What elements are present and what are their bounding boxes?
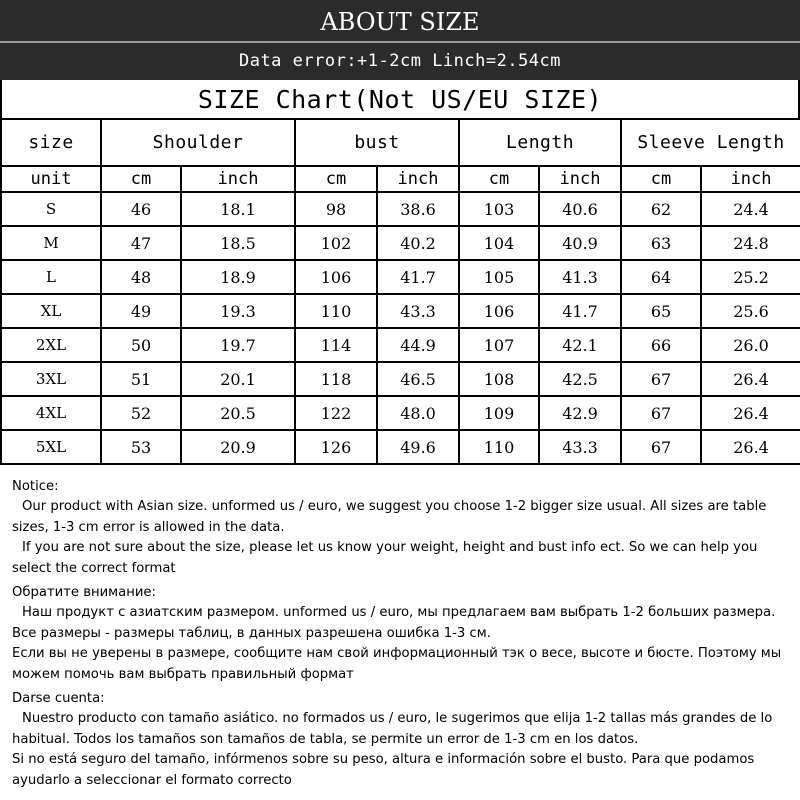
measurement-cell: 25.6 (701, 294, 800, 328)
table-row (1, 362, 800, 396)
unit-cell: inch (539, 166, 621, 192)
table-row (1, 260, 800, 294)
measurement-cell: 109 (459, 396, 539, 430)
table-row (1, 328, 800, 362)
table-row (1, 226, 800, 260)
banner-subtitle: Data error:+1-2cm Linch=2.54cm (238, 51, 562, 71)
header-shoulder: Shoulder (101, 119, 295, 166)
notes-section (0, 465, 800, 791)
measurement-cell: 42.1 (539, 328, 621, 362)
notice-heading-en: Notice: (12, 479, 59, 494)
table-row (1, 192, 800, 226)
table-row (1, 430, 800, 464)
unit-cell: inch (181, 166, 295, 192)
size-chart-title: SIZE Chart(Not US/EU SIZE) (0, 80, 800, 118)
measurement-cell: 26.4 (701, 430, 800, 464)
measurement-cell: 20.5 (181, 396, 295, 430)
size-label-cell: 3XL (1, 362, 101, 396)
header-size: size (1, 119, 101, 166)
measurement-cell: 42.5 (539, 362, 621, 396)
measurement-cell: 108 (459, 362, 539, 396)
measurement-cell: 46 (101, 192, 181, 226)
measurement-cell: 42.9 (539, 396, 621, 430)
size-chart-table (0, 118, 800, 465)
notice-english (12, 477, 788, 579)
measurement-cell: 41.7 (539, 294, 621, 328)
measurement-cell: 25.2 (701, 260, 800, 294)
measurement-cell: 43.3 (539, 430, 621, 464)
measurement-cell: 103 (459, 192, 539, 226)
measurement-cell: 18.1 (181, 192, 295, 226)
measurement-cell: 40.2 (377, 226, 459, 260)
notice-text: Если вы не уверены в размере, сообщите нам свой информационный тэк о весе, высоте и бюсте. Поэтому мы можем помочь вам выбрать правильный формат (12, 646, 782, 682)
notice-text: Наш продукт с азиатским размером. unformed us / euro, мы предлагаем вам выбрать 1-2 больших размера. (22, 605, 776, 621)
measurement-cell: 102 (295, 226, 377, 260)
notice-russian (12, 583, 788, 685)
measurement-cell: 107 (459, 328, 539, 362)
notice-heading-ru: Обратите внимание: (12, 585, 156, 601)
notice-text: Все размеры - размеры таблиц, в данных разрешена ошибка 1-3 см. (12, 625, 491, 641)
measurement-cell: 38.6 (377, 192, 459, 226)
measurement-cell: 50 (101, 328, 181, 362)
measurement-cell: 48 (101, 260, 181, 294)
measurement-cell: 20.1 (181, 362, 295, 396)
size-label-cell: 4XL (1, 396, 101, 430)
measurement-cell: 62 (621, 192, 701, 226)
measurement-cell: 118 (295, 362, 377, 396)
table-row (1, 294, 800, 328)
notice-text: If you are not sure about the size, please let us know your weight, height and bust info ect. So we can help you select the correct format (12, 540, 758, 576)
size-label-cell: 2XL (1, 328, 101, 362)
unit-cell: cm (101, 166, 181, 192)
measurement-cell: 64 (621, 260, 701, 294)
measurement-cell: 67 (621, 362, 701, 396)
notice-spanish (12, 689, 788, 791)
measurement-cell: 67 (621, 396, 701, 430)
header-length: Length (459, 119, 621, 166)
size-label-cell: 5XL (1, 430, 101, 464)
unit-cell: cm (621, 166, 701, 192)
measurement-cell: 46.5 (377, 362, 459, 396)
notice-text: Si no está seguro del tamaño, infórmenos sobre su peso, altura e información sobre el busto. Para que podamos ayudarlo a seleccionar el formato correcto (12, 752, 755, 788)
unit-cell: cm (295, 166, 377, 192)
measurement-cell: 126 (295, 430, 377, 464)
measurement-cell: 26.0 (701, 328, 800, 362)
measurement-cell: 105 (459, 260, 539, 294)
table-row (1, 396, 800, 430)
about-size-banner (0, 0, 800, 80)
header-sleeve-length: Sleeve Length (621, 119, 800, 166)
measurement-cell: 24.4 (701, 192, 800, 226)
measurement-cell: 65 (621, 294, 701, 328)
measurement-cell: 49.6 (377, 430, 459, 464)
measurement-cell: 106 (459, 294, 539, 328)
measurement-cell: 44.9 (377, 328, 459, 362)
measurement-cell: 49 (101, 294, 181, 328)
measurement-cell: 20.9 (181, 430, 295, 464)
size-label-cell: S (1, 192, 101, 226)
measurement-cell: 19.7 (181, 328, 295, 362)
measurement-cell: 18.5 (181, 226, 295, 260)
measurement-cell: 41.7 (377, 260, 459, 294)
banner-title: ABOUT SIZE (320, 8, 480, 36)
measurement-cell: 26.4 (701, 362, 800, 396)
measurement-cell: 67 (621, 430, 701, 464)
measurement-cell: 43.3 (377, 294, 459, 328)
measurement-cell: 98 (295, 192, 377, 226)
size-label-cell: M (1, 226, 101, 260)
measurement-cell: 19.3 (181, 294, 295, 328)
measurement-cell: 53 (101, 430, 181, 464)
notice-text: Nuestro producto con tamaño asiático. no formados us / euro, le sugerimos que elija 1-2 tallas más grandes de lo habitual. Todos los tamaños son tamaños de tabla, se permite un error de 1-3 cm en los datos. (12, 711, 773, 747)
measurement-cell: 122 (295, 396, 377, 430)
size-label-cell: XL (1, 294, 101, 328)
notice-heading-es: Darse cuenta: (12, 691, 105, 707)
measurement-cell: 18.9 (181, 260, 295, 294)
unit-cell: unit (1, 166, 101, 192)
table-header-row (1, 119, 800, 166)
measurement-cell: 47 (101, 226, 181, 260)
size-label-cell: L (1, 260, 101, 294)
measurement-cell: 104 (459, 226, 539, 260)
measurement-cell: 26.4 (701, 396, 800, 430)
unit-cell: cm (459, 166, 539, 192)
measurement-cell: 51 (101, 362, 181, 396)
measurement-cell: 24.8 (701, 226, 800, 260)
measurement-cell: 40.6 (539, 192, 621, 226)
measurement-cell: 110 (459, 430, 539, 464)
measurement-cell: 48.0 (377, 396, 459, 430)
measurement-cell: 63 (621, 226, 701, 260)
unit-cell: inch (701, 166, 800, 192)
table-unit-row (1, 166, 800, 192)
measurement-cell: 41.3 (539, 260, 621, 294)
measurement-cell: 106 (295, 260, 377, 294)
measurement-cell: 110 (295, 294, 377, 328)
header-bust: bust (295, 119, 459, 166)
notice-text: Our product with Asian size. unformed us / euro, we suggest you choose 1-2 bigger size usual. All sizes are table sizes, 1-3 cm error is allowed in the data. (12, 499, 767, 535)
measurement-cell: 66 (621, 328, 701, 362)
measurement-cell: 52 (101, 396, 181, 430)
measurement-cell: 114 (295, 328, 377, 362)
measurement-cell: 40.9 (539, 226, 621, 260)
unit-cell: inch (377, 166, 459, 192)
